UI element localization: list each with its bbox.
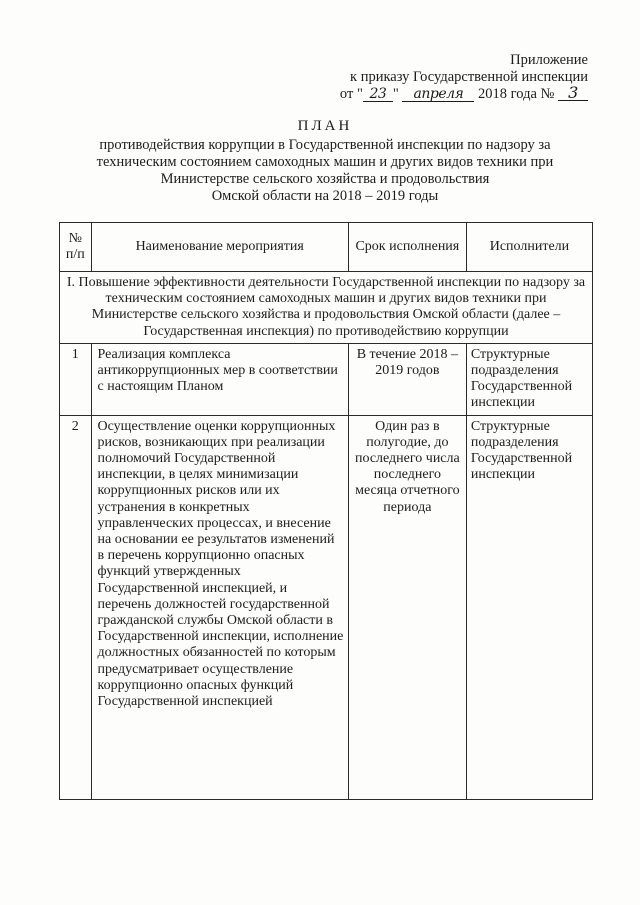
header-executors: Исполнители — [466, 223, 592, 272]
section-row — [60, 272, 593, 344]
row-num: 1 — [60, 343, 92, 415]
header-num: № п/п — [60, 223, 92, 272]
plan-title: ПЛАН — [297, 118, 353, 134]
plan-subtitle-line-2: техническим состоянием самоходных машин и других видов техники при — [96, 154, 554, 170]
plan-title-block — [60, 118, 590, 205]
table-row — [60, 415, 593, 799]
row-executors: Структурные подразделения Государственной инспекции — [466, 343, 592, 415]
row-term: Один раз в полугодие, до последнего числа последнего месяца отчетного периода — [348, 415, 466, 799]
row-term: В течение 2018 – 2019 годов — [348, 343, 466, 415]
handwritten-month: апреля — [402, 87, 474, 102]
header-name: Наименование мероприятия — [91, 223, 348, 272]
table-row — [60, 343, 593, 415]
plan-table — [59, 222, 593, 800]
row-executors: Структурные подразделения Государственной инспекции — [466, 415, 592, 799]
plan-subtitle-line-3: Министерстве сельского хозяйства и продовольствия — [160, 171, 490, 187]
order-quote: " — [392, 86, 399, 102]
table-header-row — [60, 223, 593, 272]
order-date-line — [339, 83, 588, 103]
handwritten-order-number: 3 — [558, 86, 588, 101]
document-header — [340, 52, 588, 103]
plan-subtitle-line-4: Омской области на 2018 – 2019 годы — [211, 188, 439, 204]
row-name: Реализация комплекса антикоррупционных мер в соответствии с настоящим Планом — [91, 343, 348, 415]
appendix-label: Приложение — [510, 52, 588, 68]
handwritten-day: 23 — [363, 87, 393, 102]
section-title: I. Повышение эффективности деятельности Государственной инспекции по надзору за техническим состоянием самоходных машин и других видов техники при Министерстве сельского хозяйства и продовольствия Омской области (далее – Государственная инспекция) по противодействию коррупции — [60, 272, 593, 344]
row-num: 2 — [60, 415, 92, 799]
row-name: Осуществление оценки коррупционных рисков, возникающих при реализации полномочий Государственной инспекции, в целях минимизации коррупционных рисков или их устранения в конкретных управленческих процессах, и внесение на основании ее результатов изменений в перечень коррупционно опасных функций утвержденных Государственной инспекцией, и перечень должностей государственной гражданской службы Омской области в Государственной инспекции, исполнение должностных обязанностей по которым предусматривает осуществление коррупционно опасных функций Государственной инспекцией — [91, 415, 348, 799]
order-prefix: от " — [339, 86, 363, 102]
header-term: Срок исполнения — [348, 223, 466, 272]
order-reference: к приказу Государственной инспекции — [350, 69, 588, 85]
order-year: 2018 года № — [478, 86, 555, 102]
plan-subtitle-line-1: противодействия коррупции в Государственной инспекции по надзору за — [99, 137, 551, 153]
